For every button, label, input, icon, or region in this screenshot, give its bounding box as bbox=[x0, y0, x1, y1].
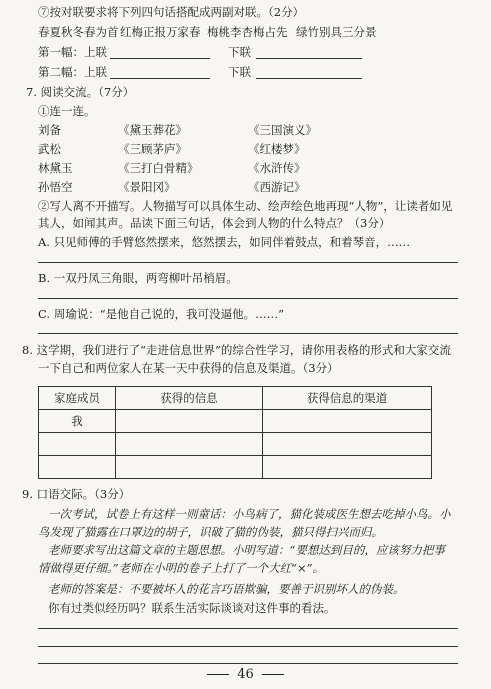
q9-p1-line2: 鸟发现了猫露在口罩边的胡子，识破了猫的伪装，猫只得扫兴而归。 bbox=[38, 525, 383, 539]
q7-book-1: 《三国演义》 bbox=[248, 123, 317, 137]
q7-title: 7. 阅读交流。（7分） bbox=[26, 85, 135, 99]
q9-p1-line1: 一次考试，试卷上有这样一则童话：小鸟病了，猫化装成医生想去吃掉小鸟。小 bbox=[48, 507, 451, 521]
q8-line2: 一下自己和两位家人在某一天中获得的信息及渠道。（3分） bbox=[38, 361, 339, 375]
q6-pair2-lower-label: 下联 bbox=[228, 65, 251, 79]
table-cell-channel[interactable] bbox=[263, 410, 432, 433]
q6-pair2-lower-blank[interactable] bbox=[256, 78, 362, 79]
table-header-member: 家庭成员 bbox=[39, 387, 116, 410]
q9-answer-line-1[interactable] bbox=[38, 628, 458, 629]
table-header-info: 获得的信息 bbox=[116, 387, 263, 410]
q7-episode-1: 《黛玉葬花》 bbox=[118, 123, 187, 137]
q7-answer-b-line[interactable] bbox=[38, 298, 458, 299]
q7-name-2: 武松 bbox=[38, 142, 61, 156]
q7-name-1: 刘备 bbox=[38, 123, 61, 137]
q7-sub2-line2: 其人，如闻其声。品读下面三句话，体会到人物的什么特点？（3分） bbox=[38, 216, 391, 230]
q6-pair2-upper-label: 第二幅：上联 bbox=[38, 65, 107, 79]
q9-p2-line1: 老师要求写出这篇文章的主题思想。小明写道：“要想达到目的，应该努力把事 bbox=[48, 543, 445, 557]
table-cell-channel[interactable] bbox=[263, 433, 432, 456]
table-cell-channel[interactable] bbox=[263, 456, 432, 479]
q7-sub2-line1: ②写人离不开描写。人物描写可以具体生动、绘声绘色地再现“人物”，让读者如见 bbox=[38, 199, 453, 213]
table-cell-member[interactable] bbox=[39, 433, 116, 456]
q6-phrase-4: 绿竹别具三分景 bbox=[296, 25, 377, 39]
q7-sentence-c: C. 周瑜说：“是他自己说的，我可没逼他。……” bbox=[38, 307, 284, 321]
q6-pair1-upper-label: 第一幅：上联 bbox=[38, 45, 107, 59]
info-table bbox=[38, 386, 432, 479]
q9-answer-line-2[interactable] bbox=[38, 646, 458, 647]
q6-phrase-3: 梅桃李杏梅占先 bbox=[207, 25, 288, 39]
q7-episode-2: 《三顾茅庐》 bbox=[118, 142, 187, 156]
footer-dash-right bbox=[262, 674, 284, 675]
page-number-footer bbox=[0, 667, 491, 682]
q9-p2-line2: 情做得更仔细。”老师在小明的卷子上打了一个大红“×”。 bbox=[38, 561, 325, 575]
table-row bbox=[39, 456, 432, 479]
page-number: 46 bbox=[237, 667, 254, 682]
q6-pair1-lower-label: 下联 bbox=[228, 45, 251, 59]
q7-episode-4: 《景阳冈》 bbox=[118, 180, 176, 194]
table-cell-info[interactable] bbox=[116, 433, 263, 456]
q7-sentence-b: B. 一双丹凤三角眼，两弯柳叶吊梢眉。 bbox=[38, 271, 238, 285]
table-cell-info[interactable] bbox=[116, 456, 263, 479]
q6-pair1-lower-blank[interactable] bbox=[256, 58, 362, 59]
footer-dash-left bbox=[207, 674, 229, 675]
table-header-channel: 获得信息的渠道 bbox=[263, 387, 432, 410]
q9-title: 9. 口语交际。（3分） bbox=[22, 487, 131, 501]
q7-book-2: 《红楼梦》 bbox=[248, 142, 306, 156]
q7-sentence-a: A. 只见师傅的手臂悠然摆来，悠然摆去，如同伴着鼓点，和着琴音，…… bbox=[38, 235, 411, 249]
q7-name-3: 林黛玉 bbox=[38, 161, 73, 175]
q7-sub1: ①连一连。 bbox=[38, 104, 96, 118]
q9-answer-line-3[interactable] bbox=[38, 663, 458, 664]
q7-answer-c-line[interactable] bbox=[38, 333, 458, 334]
table-cell-info[interactable] bbox=[116, 410, 263, 433]
q9-p4: 你有过类似经历吗？联系生活实际谈谈对这件事的看法。 bbox=[48, 601, 336, 615]
q8-line1: 8. 这学期，我们进行了“走进信息世界”的综合性学习，请你用表格的形式和大家交流 bbox=[22, 343, 451, 357]
q6-phrase-2: 红梅正报万家春 bbox=[120, 25, 201, 39]
table-row bbox=[39, 433, 432, 456]
table-cell-member: 我 bbox=[39, 410, 116, 433]
q7-book-4: 《西游记》 bbox=[248, 180, 306, 194]
q6-pair2-upper-blank[interactable] bbox=[110, 78, 210, 79]
q6-instruction: ⑦按对联要求将下列四句话搭配成两副对联。（2分） bbox=[38, 5, 305, 19]
q6-phrase-1: 春夏秋冬春为首 bbox=[38, 25, 119, 39]
q7-answer-a-line[interactable] bbox=[38, 262, 458, 263]
q9-p3: 老师的答案是：不要被坏人的花言巧语欺骗，要善于识别坏人的伪装。 bbox=[48, 582, 405, 596]
q6-pair1-upper-blank[interactable] bbox=[110, 58, 210, 59]
q7-book-3: 《水浒传》 bbox=[248, 161, 306, 175]
q7-name-4: 孙悟空 bbox=[38, 180, 73, 194]
table-row bbox=[39, 410, 432, 433]
table-cell-member[interactable] bbox=[39, 456, 116, 479]
q7-episode-3: 《三打白骨精》 bbox=[118, 161, 199, 175]
